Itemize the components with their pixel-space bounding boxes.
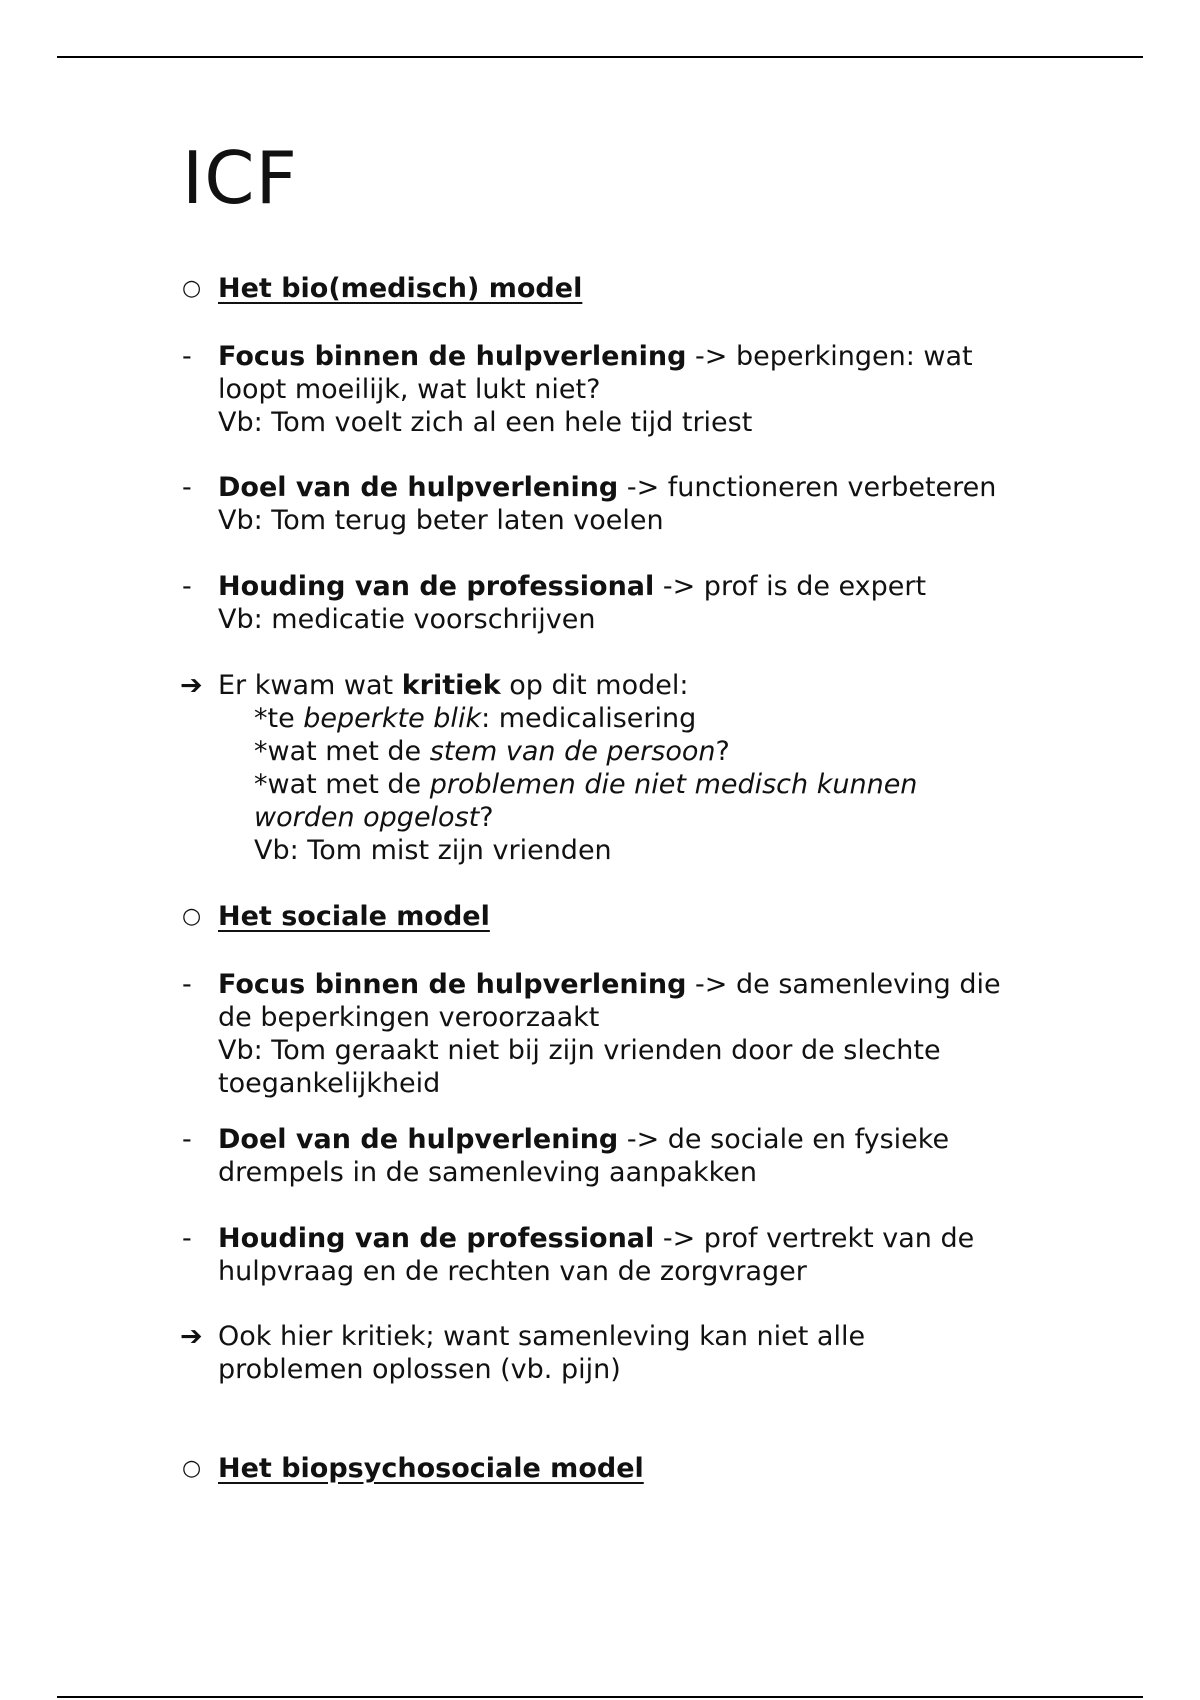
- top-rule: [57, 56, 1143, 58]
- list-item: Focus binnen de hulpverlening -> de samenleving die: [218, 969, 1001, 1000]
- dash-marker: -: [182, 341, 192, 372]
- dash-marker: -: [182, 1124, 192, 1155]
- critique-point: *wat met de problemen die niet medisch kunnen: [254, 769, 918, 800]
- list-item-example: Vb: medicatie voorschrijven: [218, 604, 596, 635]
- list-item-continuation: de beperkingen veroorzaakt: [218, 1002, 600, 1033]
- list-item: Houding van de professional -> prof vertrekt van de: [218, 1223, 975, 1254]
- critique-point: *te beperkte blik: medicalisering: [254, 703, 697, 734]
- list-item-example: Vb: Tom terug beter laten voelen: [218, 505, 664, 536]
- list-item-example: Vb: Tom voelt zich al een hele tijd triest: [218, 407, 753, 438]
- arrow-icon: ➔: [180, 1321, 203, 1352]
- dash-marker: -: [182, 969, 192, 1000]
- list-item-continuation: drempels in de samenleving aanpakken: [218, 1157, 757, 1188]
- list-item-continuation: loopt moeilijk, wat lukt niet?: [218, 374, 601, 405]
- section-heading-biomedisch: Het bio(medisch) model: [218, 273, 583, 304]
- bullet-circle-icon: ○: [182, 276, 202, 301]
- list-item: Houding van de professional -> prof is de expert: [218, 571, 927, 602]
- dash-marker: -: [182, 571, 192, 602]
- critique-intro: Ook hier kritiek; want samenleving kan niet alle: [218, 1321, 866, 1352]
- dash-marker: -: [182, 1223, 192, 1254]
- arrow-icon: ➔: [180, 670, 203, 701]
- critique-point: *wat met de stem van de persoon?: [254, 736, 730, 767]
- list-item: Doel van de hulpverlening -> functioneren verbeteren: [218, 472, 997, 503]
- list-item-continuation: toegankelijkheid: [218, 1068, 441, 1099]
- bullet-circle-icon: ○: [182, 904, 202, 929]
- list-item: Focus binnen de hulpverlening -> beperkingen: wat: [218, 341, 973, 372]
- critique-intro: Er kwam wat kritiek op dit model:: [218, 670, 689, 701]
- critique-example: Vb: Tom mist zijn vrienden: [254, 835, 612, 866]
- dash-marker: -: [182, 472, 192, 503]
- list-item-continuation: hulpvraag en de rechten van de zorgvrager: [218, 1256, 807, 1287]
- bottom-rule: [57, 1696, 1143, 1698]
- list-item-example: Vb: Tom geraakt niet bij zijn vrienden door de slechte: [218, 1035, 941, 1066]
- section-heading-biopsychosociaal: Het biopsychosociale model: [218, 1453, 644, 1484]
- critique-continuation: problemen oplossen (vb. pijn): [218, 1354, 621, 1385]
- section-heading-sociaal: Het sociale model: [218, 901, 490, 932]
- page-title: ICF: [182, 136, 298, 220]
- critique-point-continuation: worden opgelost?: [254, 802, 494, 833]
- list-item: Doel van de hulpverlening -> de sociale en fysieke: [218, 1124, 950, 1155]
- bullet-circle-icon: ○: [182, 1456, 202, 1481]
